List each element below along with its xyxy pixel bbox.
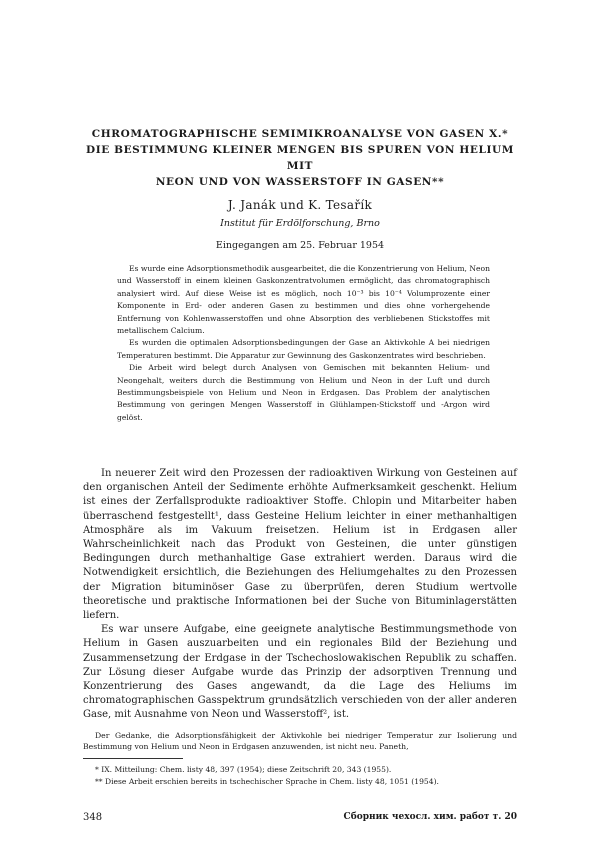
body-paragraph-1: In neuerer Zeit wird den Prozessen der radioaktiven Wirkung von Gesteinen auf den organischen Anteil der Sedimente erhöhte Aufmerksamkeit geschenkt. Helium ist eines der Zerfallsprodukte radioaktiver Stoffe. Chlopin und Mitarbeiter haben überraschend festgestellt¹, dass Gesteine Helium leichter in einer methanhaltigen Atmosphäre als im Vakuum freisetzen. Helium ist in Erdgasen aller Wahrscheinlichkeit nach das Produkt von Gesteinen, die unter günstigen Bedingungen durch methanhaltige Gase extrahiert werden. Daraus wird die Notwendigkeit ersichtlich, die Beziehungen des Heliumgehaltes zu den Prozessen der Migration bituminöser Gase zu überprüfen, deren Studium wertvolle theoretische und praktische Informationen bei der Suche von Bituminlagerstätten liefern. (83, 468, 517, 622)
footnote-rule (83, 758, 183, 759)
small-print-paragraph (83, 730, 517, 753)
article-title (80, 126, 520, 190)
journal-footer: Сборник чехосл. хим. работ т. 20 (343, 812, 517, 822)
title-line-3: NEON UND VON WASSERSTOFF IN GASEN** (155, 176, 445, 188)
title-line-2: DIE BESTIMMUNG KLEINER MENGEN BIS SPUREN VON HELIUM MIT (86, 144, 514, 172)
body-text (83, 467, 517, 723)
authors: J. Janák und K. Tesařík (227, 198, 373, 212)
abstract-paragraph-3: Die Arbeit wird belegt durch Analysen von Gemischen mit bekannten Helium- und Neongehalt, weiters durch die Bestimmung von Helium und Neon in der Luft und durch Bestimmungsbeispiele von Helium und Neon in Erdgasen. Das Problem der analytischen Bestimmung von geringen Mengen Wasserstoff in Glühlampen-Stickstoff und -Argon wird gelöst. (117, 363, 490, 422)
body-paragraph-2: Es war unsere Aufgabe, eine geeignete analytische Bestimmungsmethode von Helium in Gasen auszuarbeiten und ein regionales Bild der Beziehung und Zusammensetzung der Erdgase in der Tschechoslowakischen Republik zu schaffen. Zur Lösung dieser Aufgabe wurde das Prinzip der adsorptiven Trennung und Konzentrierung des Gases angewandt, da die Lage des Heliums im chromatographischen Gasspektrum grundsätzlich verschieden von der aller anderen Gase, mit Ausnahme von Neon und Wasserstoff², ist. (83, 624, 517, 721)
footnote-1: * IX. Mitteilung: Chem. listy 48, 397 (1954); diese Zeitschrift 20, 343 (1955). (95, 765, 392, 774)
abstract (117, 263, 490, 424)
footnote-2: ** Diese Arbeit erschien bereits in tschechischer Sprache in Chem. listy 48, 1051 (1954). (95, 776, 439, 786)
title-line-1: CHROMATOGRAPHISCHE SEMIMIKROANALYSE VON GASEN X.* (91, 128, 509, 140)
abstract-paragraph-1: Es wurde eine Adsorptionsmethodik ausgearbeitet, die die Konzentrierung von Helium, Neon und Wasserstoff in einem kleinen Gaskonzentratvolumen ermöglicht, das chromatographisch analysiert wird. Auf diese Weise ist es möglich, noch 10⁻³ bis 10⁻⁴ Volumprozente einer Komponente in Erd- oder anderen Gasen zu bestimmen und dies ohne vorhergehende Entfernung von Kohlenwasserstoffen und ohne Absorption des verbliebenen Stickstoffes mit metallischem Calcium. (117, 264, 490, 336)
abstract-paragraph-2: Es wurden die optimalen Adsorptionsbedingungen der Gase an Aktivkohle A bei niedrigen Temperaturen bestimmt. Die Apparatur zur Gewinnung des Gaskonzentrates wird beschrieben. (117, 338, 490, 360)
footnotes (83, 764, 517, 787)
page-number: 348 (83, 812, 103, 823)
affiliation: Institut für Erdölforschung, Brno (220, 218, 380, 229)
small-print-text: Der Gedanke, die Adsorptionsfähigkeit der Aktivkohle bei niedriger Temperatur zur Isolierung und Bestimmung von Helium und Neon in Erdgasen anzuwenden, ist nicht neu. Paneth, (83, 731, 517, 752)
received-date: Eingegangen am 25. Februar 1954 (215, 240, 385, 251)
